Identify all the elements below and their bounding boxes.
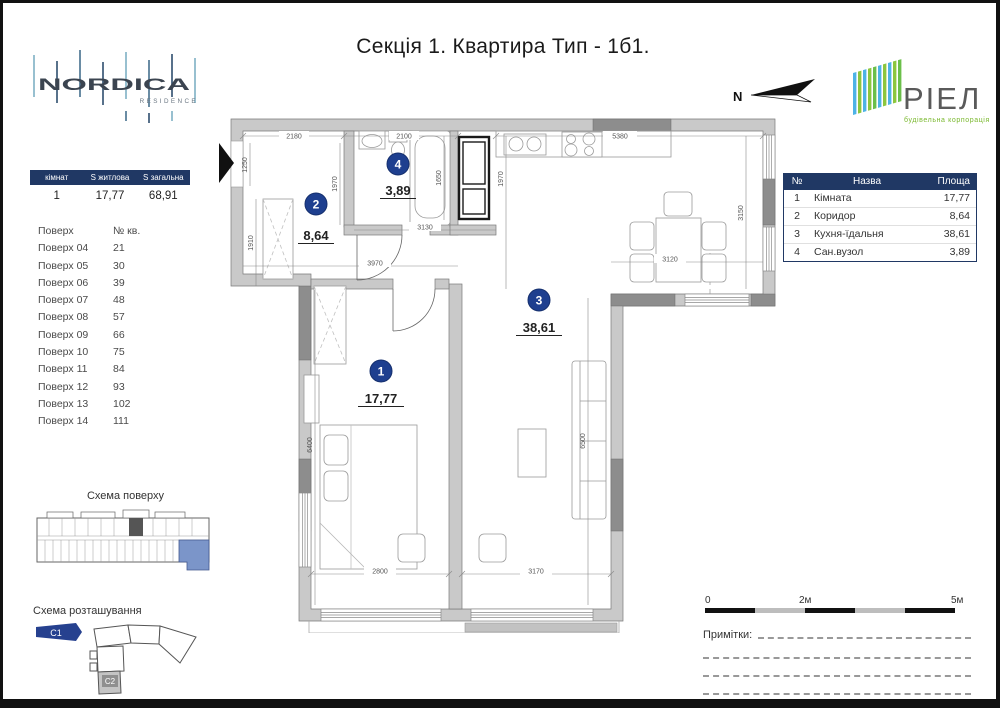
floors-row	[38, 258, 163, 275]
dining-chair	[630, 222, 654, 250]
rooms-header-area: Площа	[937, 176, 970, 187]
nordica-sub-label: RESIDENCE	[139, 98, 198, 105]
summary-header-living: S житлова	[90, 173, 130, 182]
dimension-label: 1910	[248, 235, 255, 251]
floor-label: Поверх 05	[38, 259, 89, 272]
floors-row	[38, 396, 163, 413]
riel-wordmark: РІЕЛ	[903, 81, 982, 116]
scale-start-label: 0	[705, 595, 711, 606]
pillow	[324, 471, 348, 501]
dimension-label: 3130	[417, 224, 433, 232]
apt-number: 102	[113, 397, 131, 410]
notes-block	[703, 621, 971, 695]
scale-mid-label: 2м	[799, 595, 812, 606]
rooms-header-row	[784, 174, 976, 190]
room-area: 17,77	[943, 192, 970, 204]
page-title: Секція 1. Квартира Тип - 1б1.	[356, 35, 650, 58]
dimension-label: 6500	[580, 433, 587, 449]
room-2-number: 2	[312, 197, 320, 212]
floor-scheme-map	[33, 504, 218, 588]
floors-row	[38, 309, 163, 326]
room-num: 1	[794, 192, 800, 204]
dimension-label: 1250	[242, 157, 249, 173]
room-3-area: 38,61	[522, 320, 556, 335]
rooms-legend-table	[783, 173, 977, 262]
dimension-label: 2100	[396, 133, 412, 141]
apt-number: 39	[113, 276, 125, 289]
notes-label: Примітки:	[703, 629, 753, 641]
dining-chair	[664, 192, 692, 216]
dimension-label: 3170	[528, 568, 544, 576]
notes-line	[703, 693, 971, 695]
notes-line	[703, 675, 971, 677]
floor-label: Поверх 06	[38, 276, 89, 289]
riel-logo	[843, 43, 998, 131]
room-num: 3	[794, 228, 800, 240]
floor-label: Поверх 04	[38, 242, 89, 255]
floors-header-floor: Поверх	[38, 225, 74, 237]
dimension-label: 3120	[662, 256, 678, 264]
dimension-label: 3970	[367, 260, 383, 268]
floor-plan	[213, 103, 793, 633]
floors-row	[38, 379, 163, 396]
room-name: Сан.вузол	[814, 246, 864, 258]
room-1-area: 17,77	[364, 391, 398, 406]
room-2-area: 8,64	[303, 228, 329, 243]
furniture	[263, 131, 726, 569]
chair	[479, 534, 506, 562]
north-arrow-dark-half	[751, 79, 815, 95]
scale-end-label: 5м	[951, 595, 964, 606]
section-c1-label: C1	[50, 628, 62, 638]
scale-bar-segments	[705, 608, 955, 613]
riel-sub-label: будівельна корпорація	[904, 117, 990, 124]
dimension-label: 1650	[436, 170, 443, 186]
scale-bar	[703, 595, 971, 617]
floor-label: Поверх 14	[38, 415, 89, 428]
highlighted-unit	[179, 540, 209, 570]
summary-header-rooms: кімнат	[45, 173, 69, 182]
room-num: 2	[794, 210, 800, 222]
floors-row	[38, 240, 163, 257]
summary-living-value: 17,77	[95, 190, 125, 202]
room-name: Кімната	[814, 192, 852, 204]
apartment-summary-table	[30, 170, 190, 207]
dining-chair	[702, 222, 726, 250]
dining-chair	[630, 254, 654, 282]
summary-header-total: S загальна	[143, 173, 184, 182]
apt-number: 111	[113, 415, 129, 428]
nordica-logo	[28, 45, 203, 125]
riel-logo-stripes	[853, 59, 901, 115]
dimension-label: 3150	[738, 205, 745, 221]
chair	[398, 534, 425, 562]
room-area: 38,61	[943, 228, 970, 240]
summary-value-row	[30, 185, 190, 207]
floors-row	[38, 344, 163, 361]
nordica-wordmark: NORDICA	[38, 75, 190, 94]
rooms-row	[784, 226, 976, 244]
dimension-label: 6400	[307, 437, 314, 453]
floors-list	[38, 223, 163, 431]
summary-header-row	[30, 170, 190, 185]
pillow	[324, 435, 348, 465]
north-arrow-light-half	[751, 95, 811, 102]
summary-total-value: 68,91	[148, 190, 178, 202]
floor-label: Поверх 13	[38, 397, 89, 410]
floor-label: Поверх 11	[38, 363, 88, 376]
location-scheme-title: Схема розташування	[33, 605, 142, 617]
floors-header-row	[38, 223, 163, 240]
dining-chair	[702, 254, 726, 282]
floors-row	[38, 327, 163, 344]
room-1-number: 1	[377, 364, 385, 379]
floor-label: Поверх 08	[38, 311, 89, 324]
apt-number: 30	[113, 259, 125, 272]
sofa	[572, 361, 606, 519]
floors-row	[38, 275, 163, 292]
balcony	[309, 621, 619, 633]
room-area: 3,89	[949, 246, 970, 258]
room-3-number: 3	[535, 293, 543, 308]
floor-label: Поверх 12	[38, 380, 89, 393]
north-label: N	[733, 89, 743, 104]
dimension-label: 1970	[332, 176, 339, 192]
notes-line	[758, 637, 971, 639]
rooms-header-name: Назва	[852, 176, 882, 187]
apt-number: 21	[113, 242, 125, 255]
room-num: 4	[794, 246, 800, 258]
room-name: Кухня-їдальня	[814, 228, 884, 240]
floor-label: Поверх 07	[38, 294, 89, 307]
fridge	[459, 137, 489, 219]
floors-row	[38, 361, 163, 378]
rooms-row	[784, 190, 976, 208]
floor-label: Поверх 10	[38, 346, 89, 359]
notes-line	[703, 657, 971, 659]
floors-row	[38, 413, 163, 430]
dimension-label: 2800	[372, 568, 388, 576]
apt-number: 57	[113, 311, 125, 324]
dimension-label: 5380	[612, 133, 628, 141]
dining-table	[656, 218, 701, 282]
dimension-label: 2180	[286, 133, 302, 141]
rooms-header-num: №	[791, 176, 803, 187]
floor-label: Поверх 09	[38, 328, 89, 341]
apt-number: 66	[113, 328, 125, 341]
room-area: 8,64	[949, 210, 970, 222]
room-4-area: 3,89	[385, 183, 411, 198]
location-scheme-map	[28, 617, 223, 702]
section-c2-label: C2	[104, 677, 116, 686]
dimension-label: 1970	[498, 171, 505, 187]
nightstand	[304, 375, 319, 423]
floors-row	[38, 292, 163, 309]
summary-rooms-value: 1	[53, 190, 60, 202]
floor-scheme-title: Схема поверху	[86, 490, 165, 502]
floors-header-apt: № кв.	[113, 225, 141, 237]
room-name: Коридор	[814, 210, 856, 222]
rooms-row	[784, 244, 976, 261]
apt-number: 93	[113, 380, 125, 393]
rooms-row	[784, 208, 976, 226]
apt-number: 75	[113, 346, 125, 359]
apt-number: 84	[113, 363, 125, 376]
room-4-number: 4	[394, 157, 402, 172]
tv-stand	[518, 429, 546, 477]
apt-number: 48	[113, 294, 125, 307]
core-block	[129, 518, 143, 536]
